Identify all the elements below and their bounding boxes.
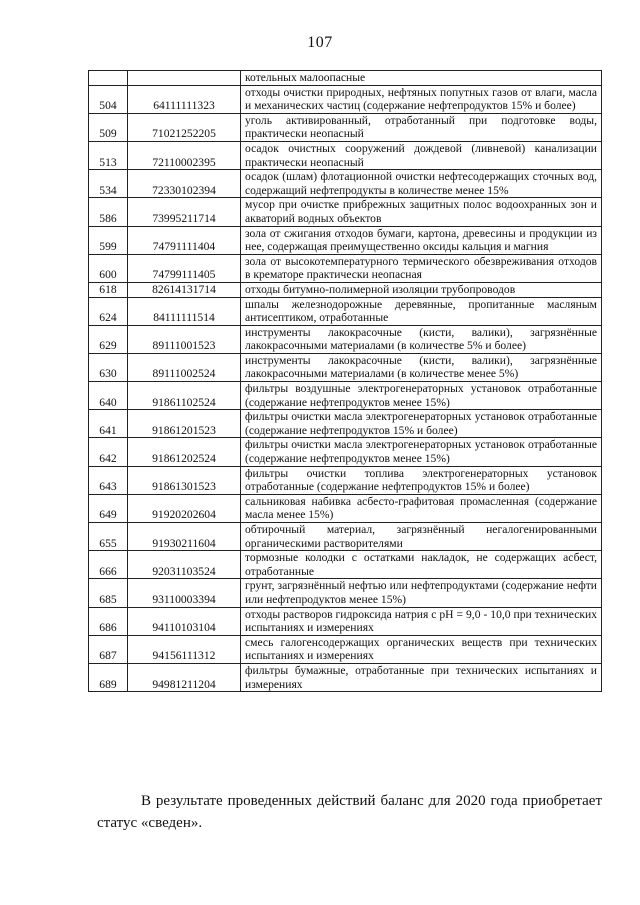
waste-code-cell: 74791111404 [128,226,241,254]
footer-paragraph [97,790,602,834]
footer-text: В результате проведенных действий баланс для 2020 года приобретает статус «сведен». [97,793,602,831]
waste-name-cell: фильтры бумажные, отработанные при технических испытаниях и измерениях [241,663,602,691]
row-number-cell: 509 [89,113,128,141]
waste-name-cell: шпалы железнодорожные деревянные, пропитанные масляным антисептиком, отработанные [241,297,602,325]
waste-name-cell: отходы битумно-полимерной изоляции трубопроводов [241,282,602,297]
row-number-cell: 687 [89,635,128,663]
waste-code-cell [128,71,241,86]
waste-name-cell: сальниковая набивка асбесто-графитовая промасленная (содержание масла менее 15%) [241,494,602,522]
row-number-cell: 643 [89,466,128,494]
waste-name-cell: отходы очистки природных, нефтяных попутных газов от влаги, масла и механических частиц (содержание нефтепродуктов 15% и более) [241,85,602,113]
waste-code-cell: 84111111514 [128,297,241,325]
waste-name-cell: отходы растворов гидроксида натрия с pH = 9,0 - 10,0 при технических испытаниях и измерениях [241,607,602,635]
table-row [89,170,602,198]
waste-name-cell: зола от сжигания отходов бумаги, картона, древесины и продукции из нее, содержащая преимущественно оксиды кальция и магния [241,226,602,254]
waste-code-cell: 82614131714 [128,282,241,297]
waste-code-cell: 91861102524 [128,382,241,410]
waste-name-cell: фильтры очистки топлива электрогенераторных установок отработанные (содержание нефтепродуктов 15% и более) [241,466,602,494]
waste-code-cell: 91861301523 [128,466,241,494]
waste-name-cell: грунт, загрязнённый нефтью или нефтепродуктами (содержание нефти или нефтепродуктов менее 15%) [241,579,602,607]
waste-code-cell: 94981211204 [128,663,241,691]
table-row [89,71,602,86]
waste-code-cell: 72330102394 [128,170,241,198]
waste-name-cell: обтирочный материал, загрязнённый негалогенированными органическими растворителями [241,523,602,551]
waste-code-cell: 93110003394 [128,579,241,607]
row-number-cell: 630 [89,353,128,381]
waste-code-cell: 94110103104 [128,607,241,635]
table-row [89,297,602,325]
row-number-cell: 686 [89,607,128,635]
waste-code-cell: 73995211714 [128,198,241,226]
row-number-cell: 655 [89,523,128,551]
waste-code-cell: 89111002524 [128,353,241,381]
row-number-cell: 599 [89,226,128,254]
waste-name-cell: осадок очистных сооружений дождевой (ливневой) канализации практически неопасный [241,141,602,169]
page-number: 107 [307,34,333,51]
waste-code-cell: 89111001523 [128,325,241,353]
table-row [89,353,602,381]
table-row [89,325,602,353]
table-row [89,438,602,466]
row-number-cell: 642 [89,438,128,466]
waste-name-cell: зола от высокотемпературного термического обезвреживания отходов в крематоре практически неопасная [241,254,602,282]
waste-table-body [89,71,602,692]
waste-name-cell: фильтры очистки масла электрогенераторных установок отработанные (содержание нефтепродуктов 15% и более) [241,410,602,438]
table-row [89,607,602,635]
waste-code-cell: 92031103524 [128,551,241,579]
table-row [89,523,602,551]
table-row [89,226,602,254]
table-row [89,85,602,113]
row-number-cell: 666 [89,551,128,579]
waste-code-cell: 94156111312 [128,635,241,663]
table-row [89,579,602,607]
waste-code-cell: 91930211604 [128,523,241,551]
waste-name-cell: котельных малоопасные [241,71,602,86]
waste-code-cell: 71021252205 [128,113,241,141]
row-number-cell: 629 [89,325,128,353]
waste-code-cell: 91861201523 [128,410,241,438]
waste-name-cell: мусор при очистке прибрежных защитных полос водоохранных зон и акваторий водных объектов [241,198,602,226]
row-number-cell: 504 [89,85,128,113]
table-row [89,382,602,410]
row-number-cell: 618 [89,282,128,297]
waste-code-cell: 91861202524 [128,438,241,466]
waste-table [88,70,602,692]
waste-code-cell: 91920202604 [128,494,241,522]
table-row [89,113,602,141]
waste-name-cell: осадок (шлам) флотационной очистки нефтесодержащих сточных вод, содержащий нефтепродукты в количестве менее 15% [241,170,602,198]
waste-name-cell: инструменты лакокрасочные (кисти, валики), загрязнённые лакокрасочными материалами (в количестве менее 5%) [241,353,602,381]
table-row [89,663,602,691]
waste-name-cell: смесь галогенсодержащих органических веществ при технических испытаниях и измерениях [241,635,602,663]
row-number-cell: 685 [89,579,128,607]
waste-name-cell: инструменты лакокрасочные (кисти, валики), загрязнённые лакокрасочными материалами (в количестве 5% и более) [241,325,602,353]
row-number-cell: 649 [89,494,128,522]
waste-name-cell: уголь активированный, отработанный при подготовке воды, практически неопасный [241,113,602,141]
row-number-cell: 689 [89,663,128,691]
table-row [89,635,602,663]
waste-code-cell: 64111111323 [128,85,241,113]
table-row [89,410,602,438]
table-row [89,254,602,282]
waste-name-cell: тормозные колодки с остатками накладок, не содержащих асбест, отработанные [241,551,602,579]
waste-name-cell: фильтры очистки масла электрогенераторных установок отработанные (содержание нефтепродуктов менее 15%) [241,438,602,466]
table-row [89,494,602,522]
waste-code-cell: 72110002395 [128,141,241,169]
table-row [89,282,602,297]
row-number-cell: 534 [89,170,128,198]
row-number-cell: 624 [89,297,128,325]
table-row [89,198,602,226]
table-row [89,141,602,169]
waste-name-cell: фильтры воздушные электрогенераторных установок отработанные (содержание нефтепродуктов менее 15%) [241,382,602,410]
row-number-cell: 641 [89,410,128,438]
waste-code-cell: 74799111405 [128,254,241,282]
row-number-cell: 513 [89,141,128,169]
row-number-cell: 640 [89,382,128,410]
table-row [89,551,602,579]
table-row [89,466,602,494]
row-number-cell: 586 [89,198,128,226]
row-number-cell [89,71,128,86]
row-number-cell: 600 [89,254,128,282]
